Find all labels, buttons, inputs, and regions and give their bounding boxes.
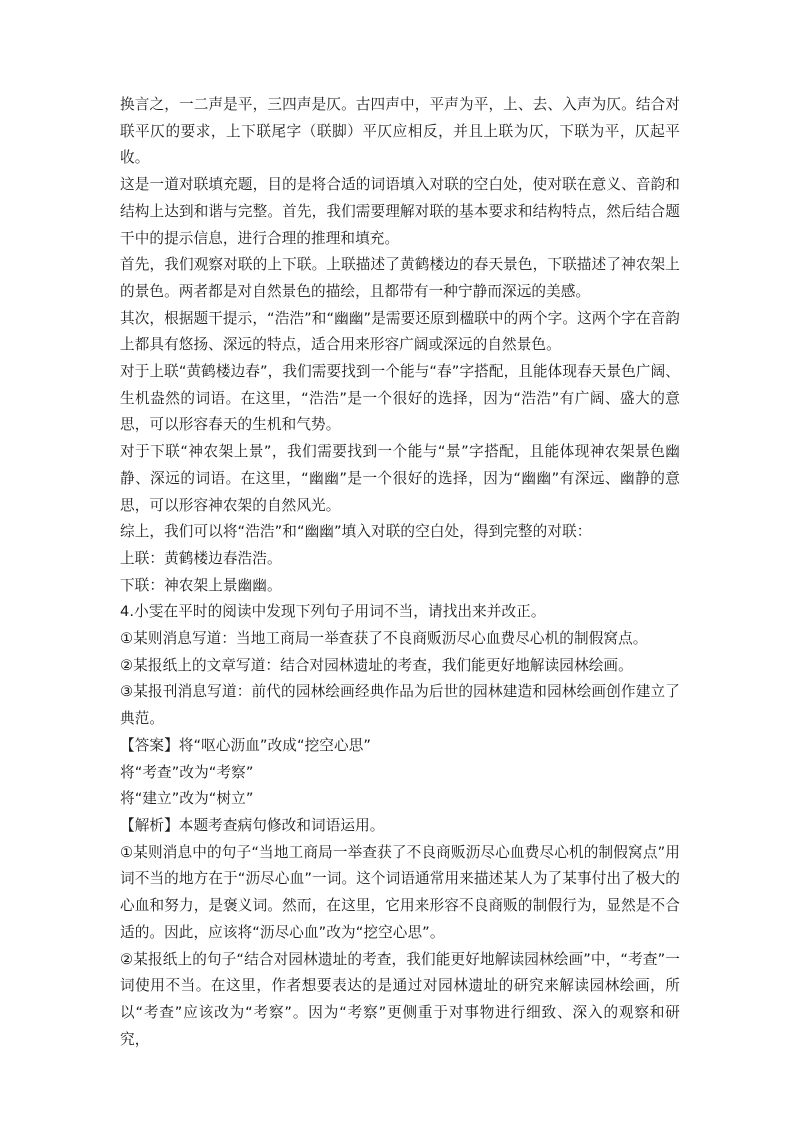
paragraph-couplet-intro: 这是一道对联填充题，目的是将合适的词语填入对联的空白处，使对联在意义、音韵和结构上达到和谐与完整。首先，我们需要理解对联的基本要求和结构特点，然后结合题干中的提示信息，进行合理的推理和填充。 (120, 176, 680, 247)
document-page (120, 92, 680, 1053)
paragraph-upper-result: 上联：黄鹤楼边春浩浩。 (120, 549, 282, 567)
analysis-item-1: ①某则消息中的句子“当地工商局一举查获了不良商贩沥尽心血费尽心机的制假窝点”用词不当的地方在于“沥尽心血”一词。这个词语通常用来描述某人为了某事付出了极大的心血和努力，是褒义词。然而，在这里，它用来形容不良商贩的制假行为，显然是不合适的。因此，应该将“沥尽心血”改为“挖空心思”。 (120, 843, 680, 941)
paragraph-lower-line: 对于下联“神农架上景”，我们需要找到一个能与“景”字搭配，且能体现神农架景色幽静、深远的词语。在这里，“幽幽”是一个很好的选择，因为“幽幽”有深远、幽静的意思，可以形容神农架的自然风光。 (120, 443, 680, 514)
answer-line-1: 【答案】将“呕心沥血”改成“挖空心思” (120, 736, 372, 754)
paragraph-upper-line: 对于上联“黄鹤楼边春”，我们需要找到一个能与“春”字搭配，且能体现春天景色广阔、生机盎然的词语。在这里，“浩浩”是一个很好的选择，因为“浩浩”有广阔、盛大的意思，可以形容春天的生机和气势。 (120, 363, 680, 434)
question-4-item-1: ①某则消息写道：当地工商局一举查获了不良商贩沥尽心血费尽心机的制假窝点。 (120, 630, 648, 648)
paragraph-pingze-rule: 换言之，一二声是平，三四声是仄。古四声中，平声为平，上、去、入声为仄。结合对联平仄的要求，上下联尾字（联脚）平仄应相反，并且上联为仄，下联为平，仄起平收。 (120, 96, 680, 167)
question-4-item-2: ②某报纸上的文章写道：结合对园林遗址的考查，我们能更好地解读园林绘画。 (120, 656, 633, 674)
analysis-heading: 【解析】本题考查病句修改和词语运用。 (120, 816, 385, 834)
paragraph-summary: 综上，我们可以将“浩浩”和“幽幽”填入对联的空白处，得到完整的对联： (120, 523, 592, 541)
answer-line-3: 将“建立”改为“树立” (120, 790, 254, 808)
question-4: 4.小雯在平时的阅读中发现下列句子用词不当，请找出来并改正。 (120, 603, 546, 621)
question-4-item-3: ③某报刊消息写道：前代的园林绘画经典作品为后世的园林建造和园林绘画创作建立了典范。 (120, 683, 680, 728)
paragraph-observe-couplet: 首先，我们观察对联的上下联。上联描述了黄鹤楼边的春天景色，下联描述了神农架上的景色。两者都是对自然景色的描绘，且都带有一种宁静而深远的美感。 (120, 256, 680, 300)
analysis-item-2: ②某报纸上的句子“结合对园林遗址的考查，我们能更好地解读园林绘画”中，“考查”一词使用不当。在这里，作者想要表达的是通过对园林遗址的研究来解读园林绘画，所以“考查”应该改为“考察”。因为“考察”更侧重于对事物进行细致、深入的观察和研究， (120, 950, 680, 1048)
paragraph-hint: 其次，根据题干提示，“浩浩”和“幽幽”是需要还原到楹联中的两个字。这两个字在音韵上都具有悠扬、深远的特点，适合用来形容广阔或深远的自然景色。 (120, 309, 680, 354)
answer-line-2: 将“考查”改为“考察” (120, 763, 254, 781)
paragraph-lower-result: 下联：神农架上景幽幽。 (120, 576, 282, 594)
